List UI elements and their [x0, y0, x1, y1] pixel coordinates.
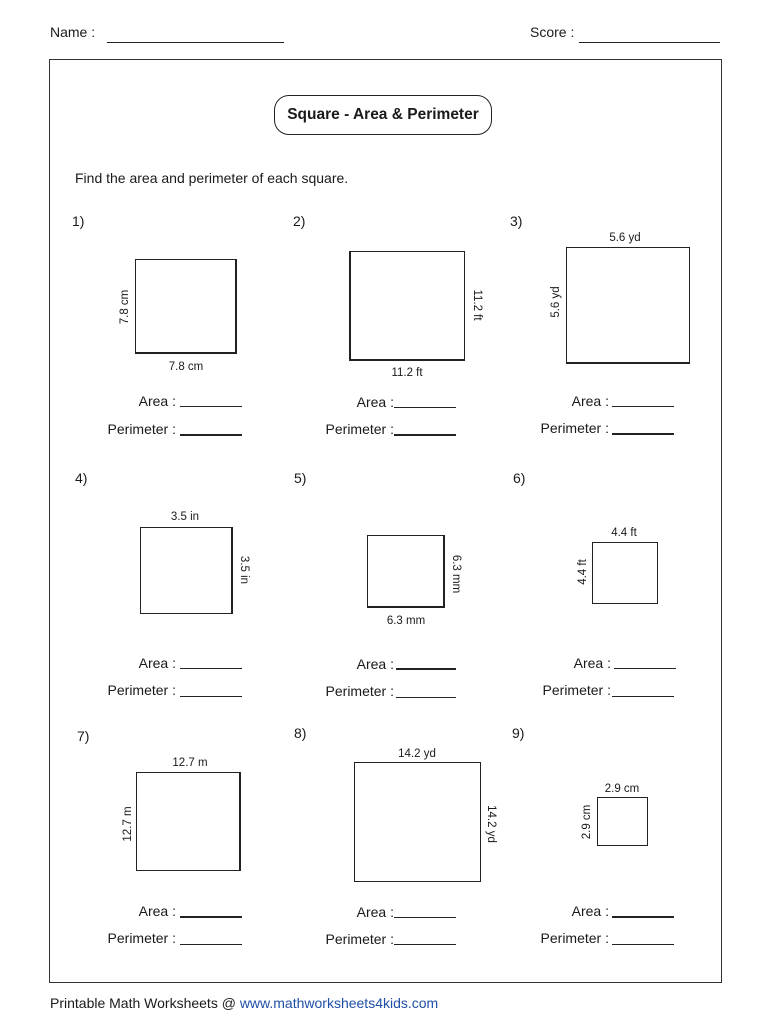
footer: [50, 995, 438, 1011]
perimeter-answer-field[interactable]: [612, 696, 674, 697]
footer-link[interactable]: www.mathworksheets4kids.com: [239, 995, 439, 1011]
score-field[interactable]: [579, 42, 720, 43]
area-answer-field[interactable]: [612, 916, 674, 918]
side-label-right: 3.5 in: [238, 555, 250, 585]
side-label-top: 3.5 in: [170, 511, 200, 523]
side-label-right: 6.3 mm: [450, 554, 462, 594]
area-label: Area :: [571, 393, 609, 409]
side-label-left: 7.8 cm: [119, 289, 131, 325]
area-answer-field[interactable]: [180, 406, 242, 407]
problem-number: 2): [293, 213, 306, 229]
perimeter-answer-field[interactable]: [396, 697, 456, 698]
side-label-right: 14.2 yd: [485, 805, 497, 843]
footer-text: Printable Math Worksheets @: [50, 995, 240, 1011]
side-label-top: 4.4 ft: [611, 527, 637, 539]
perimeter-label: Perimeter :: [107, 682, 176, 698]
worksheet-title: Square - Area & Perimeter: [274, 95, 492, 135]
perimeter-answer-field[interactable]: [180, 696, 242, 697]
problem-number: 8): [294, 725, 307, 741]
perimeter-label: Perimeter :: [325, 931, 394, 947]
score-label: Score :: [530, 24, 575, 40]
side-label-bottom: 7.8 cm: [168, 361, 204, 373]
area-answer-field[interactable]: [394, 407, 456, 408]
side-label-left: 5.6 yd: [550, 286, 562, 318]
square-figure: [367, 535, 445, 608]
instructions: Find the area and perimeter of each square.: [75, 170, 349, 186]
perimeter-answer-field[interactable]: [180, 944, 242, 945]
square-figure: [597, 797, 648, 846]
side-label-right: 11.2 ft: [471, 289, 483, 321]
perimeter-label: Perimeter :: [540, 930, 609, 946]
perimeter-label: Perimeter :: [325, 683, 394, 699]
square-figure: [592, 542, 658, 604]
area-answer-field[interactable]: [614, 668, 676, 669]
problem-number: 7): [77, 728, 90, 744]
area-label: Area :: [138, 655, 176, 671]
problem-number: 4): [75, 470, 88, 486]
area-answer-field[interactable]: [180, 668, 242, 669]
area-answer-field[interactable]: [180, 916, 242, 918]
side-label-left: 4.4 ft: [577, 559, 589, 585]
area-label: Area :: [138, 903, 176, 919]
problem-number: 9): [512, 725, 525, 741]
name-field[interactable]: [107, 42, 284, 43]
area-answer-field[interactable]: [396, 668, 456, 670]
problem-number: 1): [72, 213, 85, 229]
side-label-bottom: 11.2 ft: [391, 367, 423, 379]
problem-number: 5): [294, 470, 307, 486]
perimeter-label: Perimeter :: [107, 930, 176, 946]
area-label: Area :: [356, 394, 394, 410]
area-label: Area :: [356, 904, 394, 920]
square-figure: [566, 247, 690, 364]
perimeter-answer-field[interactable]: [612, 944, 674, 945]
area-answer-field[interactable]: [394, 917, 456, 918]
side-label-left: 2.9 cm: [581, 804, 593, 840]
area-label: Area :: [356, 656, 394, 672]
side-label-left: 12.7 m: [122, 806, 134, 842]
perimeter-answer-field[interactable]: [394, 944, 456, 945]
name-label: Name :: [50, 24, 96, 40]
perimeter-label: Perimeter :: [542, 682, 611, 698]
perimeter-label: Perimeter :: [540, 420, 609, 436]
problem-number: 3): [510, 213, 523, 229]
side-label-top: 12.7 m: [172, 757, 208, 769]
area-label: Area :: [571, 903, 609, 919]
area-answer-field[interactable]: [612, 406, 674, 407]
area-label: Area :: [138, 393, 176, 409]
square-figure: [349, 251, 465, 361]
square-figure: [140, 527, 233, 614]
perimeter-answer-field[interactable]: [612, 433, 674, 435]
side-label-top: 2.9 cm: [604, 783, 640, 795]
square-figure: [354, 762, 481, 882]
square-figure: [135, 259, 237, 354]
perimeter-label: Perimeter :: [107, 421, 176, 437]
side-label-top: 14.2 yd: [398, 748, 436, 760]
side-label-top: 5.6 yd: [609, 232, 641, 244]
square-figure: [136, 772, 241, 871]
side-label-bottom: 6.3 mm: [386, 615, 426, 627]
perimeter-answer-field[interactable]: [394, 434, 456, 436]
perimeter-label: Perimeter :: [325, 421, 394, 437]
problem-number: 6): [513, 470, 526, 486]
perimeter-answer-field[interactable]: [180, 434, 242, 436]
area-label: Area :: [573, 655, 611, 671]
